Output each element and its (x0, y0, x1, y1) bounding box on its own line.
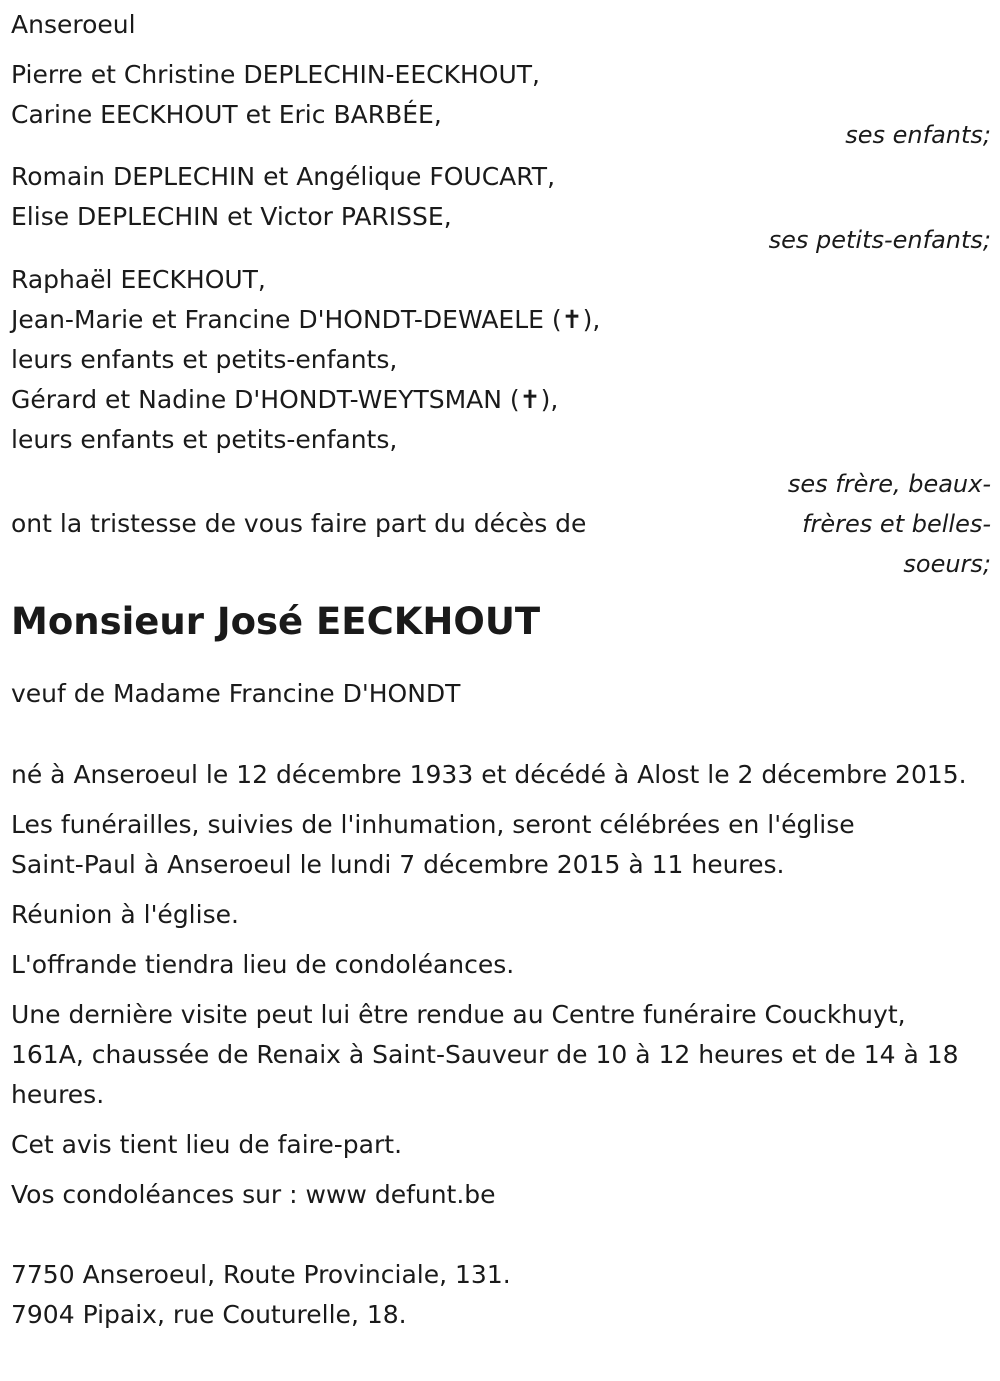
address-line: 7750 Anseroeul, Route Provinciale, 131. (11, 1260, 511, 1289)
children-group (11, 55, 991, 155)
family-line: Gérard et Nadine D'HONDT-WEYTSMAN (✝), (11, 385, 559, 414)
family-line: Romain DEPLECHIN et Angélique FOUCART, (11, 162, 556, 191)
grandchildren-group (11, 157, 991, 260)
family-line: Elise DEPLECHIN et Victor PARISSE, (11, 202, 452, 231)
birth-death-paragraph: né à Anseroeul le 12 décembre 1933 et décédé à Alost le 2 décembre 2015. (11, 760, 967, 789)
family-line: Jean-Marie et Francine D'HONDT-DEWAELE (✝), (11, 305, 601, 334)
meeting-paragraph: Réunion à l'église. (11, 900, 239, 929)
notice-paragraph: Cet avis tient lieu de faire-part. (11, 1130, 403, 1159)
family-line: leurs enfants et petits-enfants, (11, 345, 398, 374)
offering-paragraph: L'offrande tiendra lieu de condoléances. (11, 950, 515, 979)
family-line: Pierre et Christine DEPLECHIN-EECKHOUT, (11, 60, 540, 89)
condolences-paragraph: Vos condoléances sur : www defunt.be (11, 1180, 496, 1209)
announcement-row (11, 464, 991, 586)
family-line: leurs enfants et petits-enfants, (11, 425, 398, 454)
address-block (11, 1255, 991, 1335)
family-line: Raphaël EECKHOUT, (11, 265, 266, 294)
address-line: 7904 Pipaix, rue Couturelle, 18. (11, 1300, 407, 1329)
place-heading: Anseroeul (11, 10, 136, 39)
siblings-group (11, 260, 991, 460)
funeral-paragraph: Les funérailles, suivies de l'inhumation, seront célébrées en l'église Saint-Paul à Anseroeul le lundi 7 décembre 2015 à 11 heures. (11, 810, 855, 879)
deceased-name: Monsieur José EECKHOUT (11, 600, 541, 643)
relation-label: ses frère, beaux-frères et belles-soeurs; (787, 470, 991, 578)
announcement-text: ont la tristesse de vous faire part du décès de (11, 509, 587, 538)
relation-label: ses petits-enfants; (768, 226, 991, 254)
obituary-notice (11, 5, 991, 1335)
family-line: Carine EECKHOUT et Eric BARBÉE, (11, 100, 442, 129)
relation-label: ses enfants; (845, 121, 991, 149)
visit-paragraph: Une dernière visite peut lui être rendue au Centre funéraire Couckhuyt, 161A, chaussée de Renaix à Saint-Sauveur de 10 à 12 heures et de 14 à 18 heures. (11, 1000, 959, 1109)
widower-line: veuf de Madame Francine D'HONDT (11, 679, 461, 708)
